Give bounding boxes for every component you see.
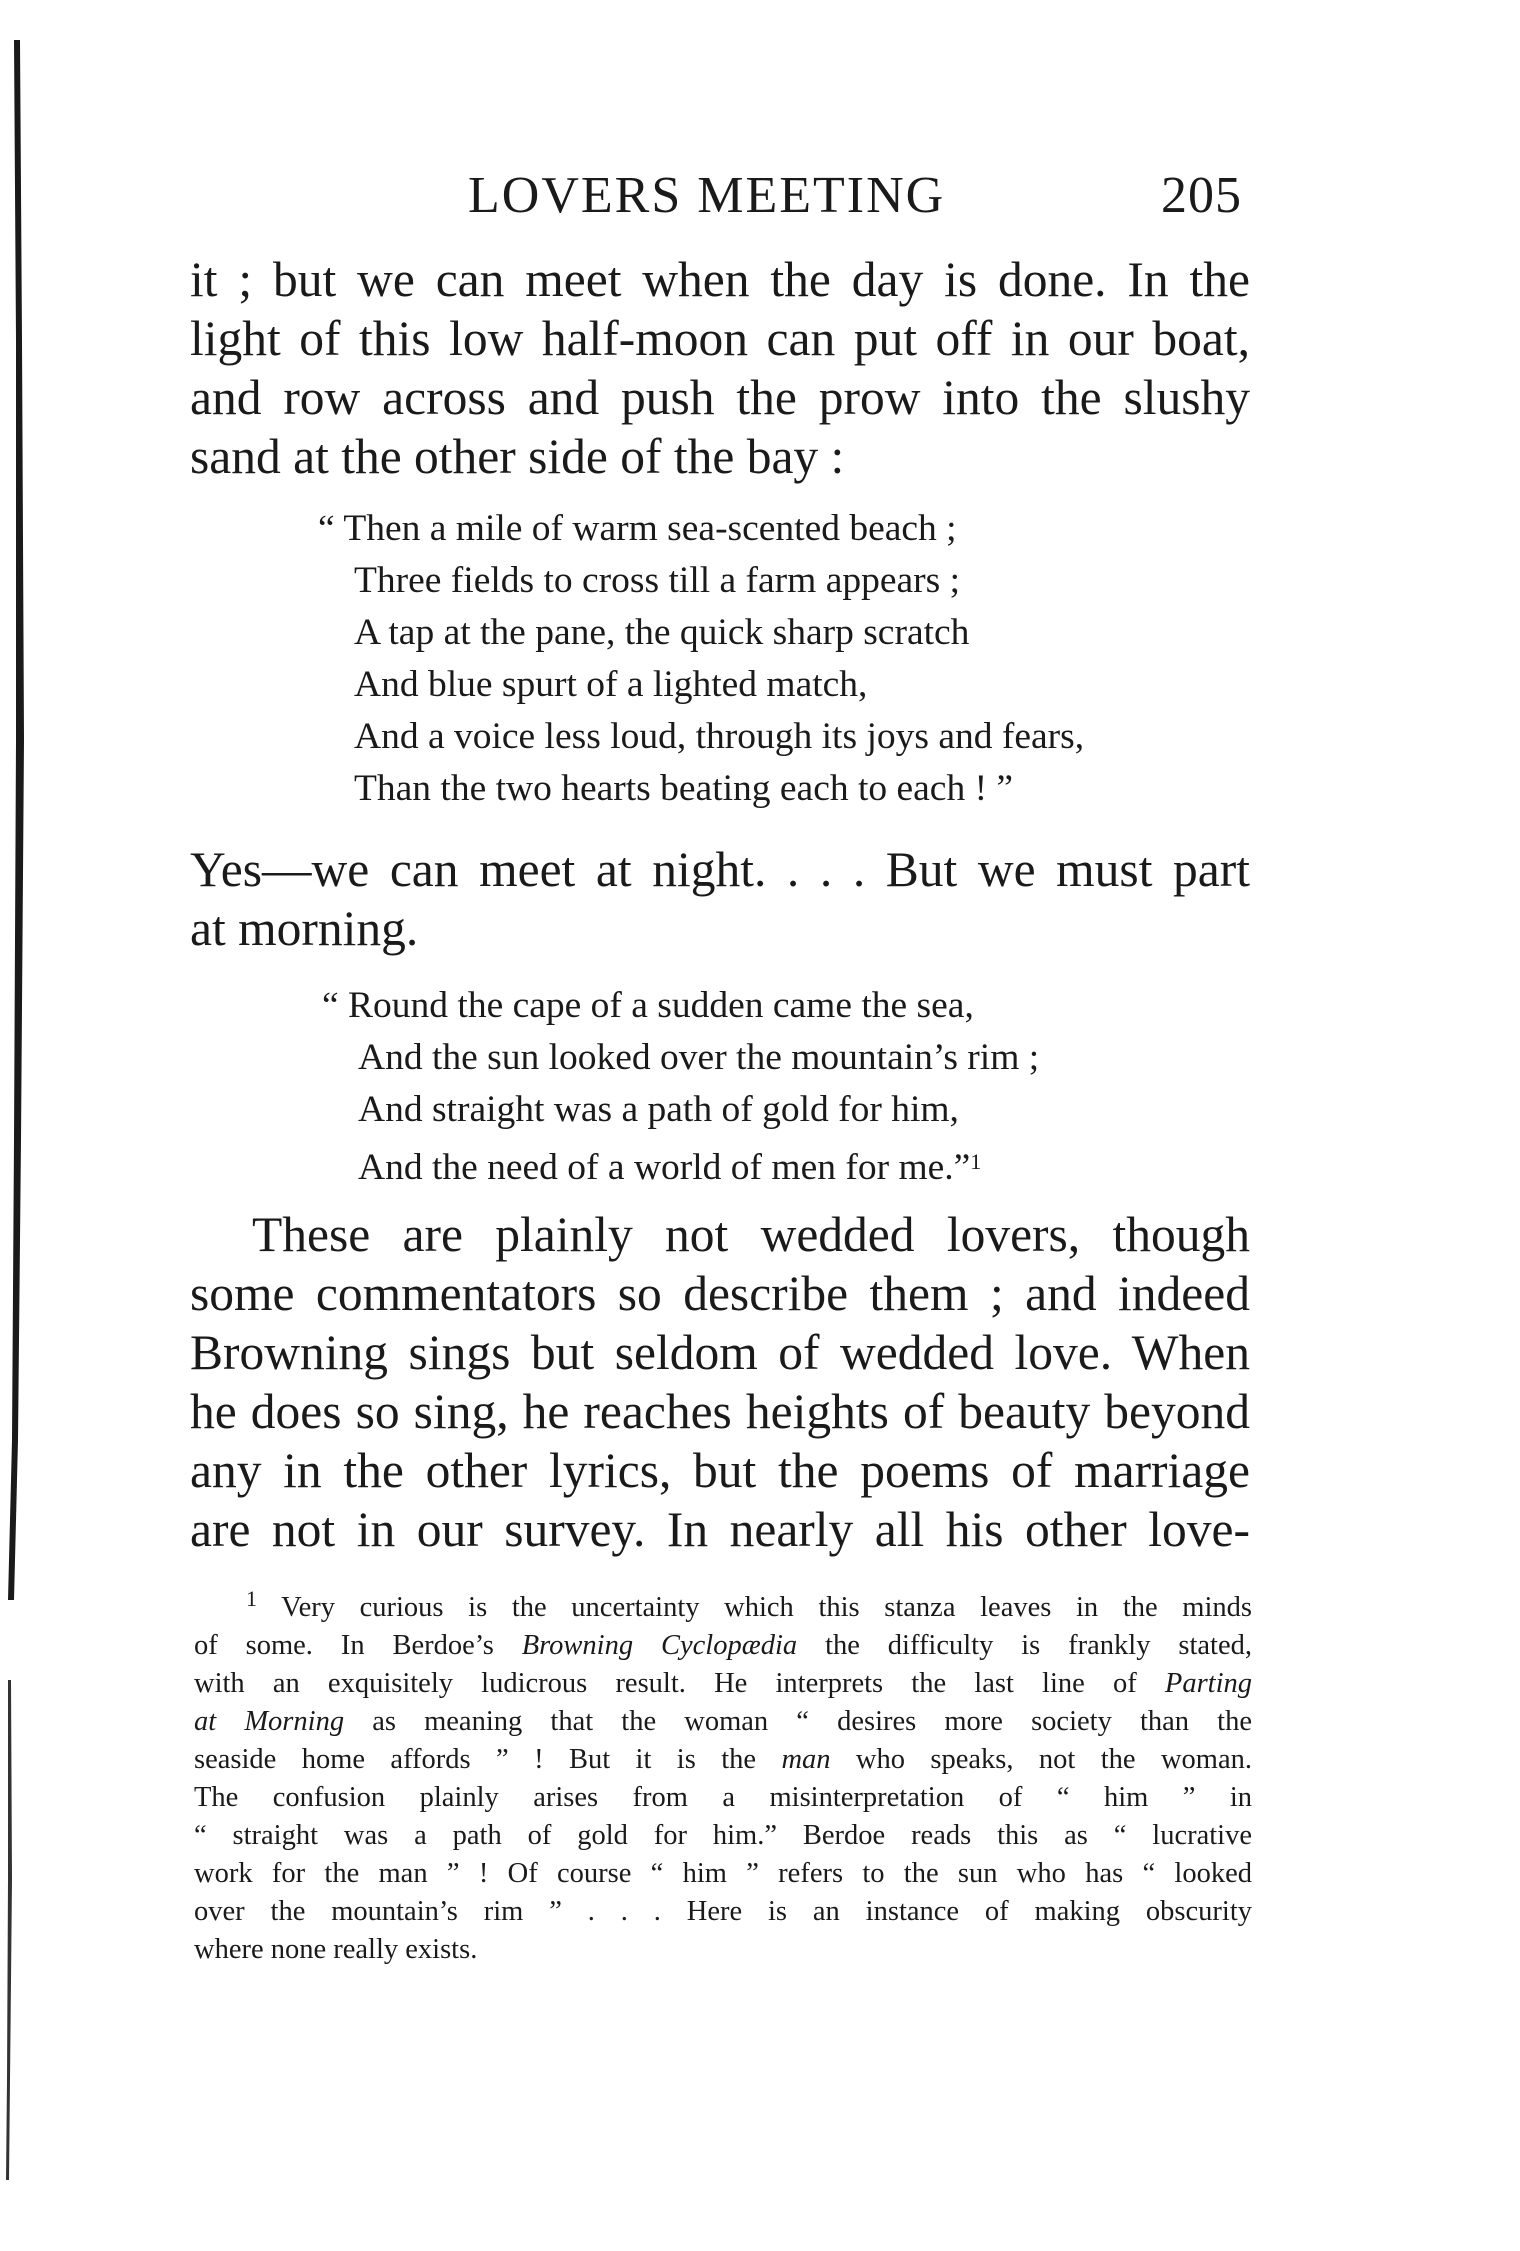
binding-shadow-lower [0, 1680, 20, 2180]
footnote-line: over the mountain’s rim ” . . . Here is an instance of making obscurity [194, 1896, 1252, 1927]
verse-line: And blue spurt of a lighted match, [354, 664, 868, 705]
paragraph-3 [190, 1205, 1250, 1559]
verse-quote-1 [318, 503, 1084, 815]
poem-title: at Morning [194, 1706, 345, 1737]
verse-line: Three fields to cross till a farm appears ; [354, 560, 961, 601]
text-line: Browning sings but seldom of wedded love. When [190, 1325, 1250, 1380]
verse-line: And a voice less loud, through its joys and fears, [354, 716, 1085, 757]
footnote-text: who speaks, not the woman. [830, 1744, 1253, 1775]
text-line: Yes—we can meet at night. . . . But we must part [190, 842, 1250, 897]
verse-line [322, 1136, 1039, 1194]
verse-line: And straight was a path of gold for him, [358, 1089, 959, 1130]
footnote-text: with an exquisitely ludicrous result. He interprets the last line of [194, 1668, 1165, 1699]
verse-line: Than the two hearts beating each to each ! ” [354, 768, 1014, 809]
emphasis: man [781, 1744, 831, 1775]
verse-line-text: And the need of a world of men for me.” [358, 1147, 971, 1188]
footnote [194, 1580, 1252, 1969]
paragraph-1 [190, 250, 1250, 486]
running-title: LOVERS MEETING [468, 167, 946, 224]
footnote-line [194, 1627, 1252, 1665]
footnote-text: seaside home affords ” ! But it is the [194, 1744, 782, 1775]
verse-line: “ Round the cape of a sudden came the sea, [322, 985, 974, 1026]
verse-line: And the sun looked over the mountain’s rim ; [358, 1037, 1040, 1078]
footnote-line: The confusion plainly arises from a misinterpretation of “ him ” in [194, 1782, 1252, 1813]
text-line: are not in our survey. In nearly all his other love- [190, 1502, 1250, 1557]
text-line: at morning. [190, 901, 419, 956]
footnote-line: “ straight was a path of gold for him.” Berdoe reads this as “ lucrative [194, 1820, 1252, 1851]
text-line: some commentators so describe them ; and indeed [190, 1266, 1250, 1321]
footnote-line: where none really exists. [194, 1934, 478, 1965]
binding-shadow [0, 40, 26, 1600]
footnote-line [194, 1580, 1252, 1627]
text-line: and row across and push the prow into the slushy [190, 370, 1250, 425]
text-line: it ; but we can meet when the day is done. In the [190, 252, 1250, 307]
footnote-text: Very curious is the uncertainty which this stanza leaves in the minds [281, 1592, 1252, 1623]
footnote-line [194, 1741, 1252, 1779]
book-title: Browning Cyclopædia [521, 1630, 798, 1661]
footnote-text: of some. In Berdoe’s [194, 1630, 522, 1661]
text-line: These are plainly not wedded lovers, though [252, 1207, 1250, 1262]
footnote-line [194, 1665, 1252, 1703]
text-line: light of this low half-moon can put off in our boat, [190, 311, 1250, 366]
footnote-line: work for the man ” ! Of course “ him ” refers to the sun who has “ looked [194, 1858, 1252, 1889]
footnote-marker: 1 [246, 1586, 257, 1611]
poem-title: Parting [1164, 1668, 1252, 1699]
verse-line: “ Then a mile of warm sea-scented beach ; [318, 508, 957, 549]
footnote-text: as meaning that the woman “ desires more society than the [344, 1706, 1253, 1737]
page-number: 205 [1161, 167, 1242, 224]
verse-line: A tap at the pane, the quick sharp scratch [354, 612, 970, 653]
footnote-line [194, 1703, 1252, 1741]
footnote-reference[interactable]: 1 [970, 1149, 982, 1174]
text-line: any in the other lyrics, but the poems of marriage [190, 1443, 1250, 1498]
text-line: he does so sing, he reaches heights of beauty beyond [190, 1384, 1250, 1439]
text-line: sand at the other side of the bay : [190, 429, 845, 484]
page-header [190, 160, 1250, 240]
verse-quote-2 [322, 980, 1039, 1194]
paragraph-2 [190, 840, 1250, 958]
footnote-text: the difficulty is frankly stated, [797, 1630, 1252, 1661]
